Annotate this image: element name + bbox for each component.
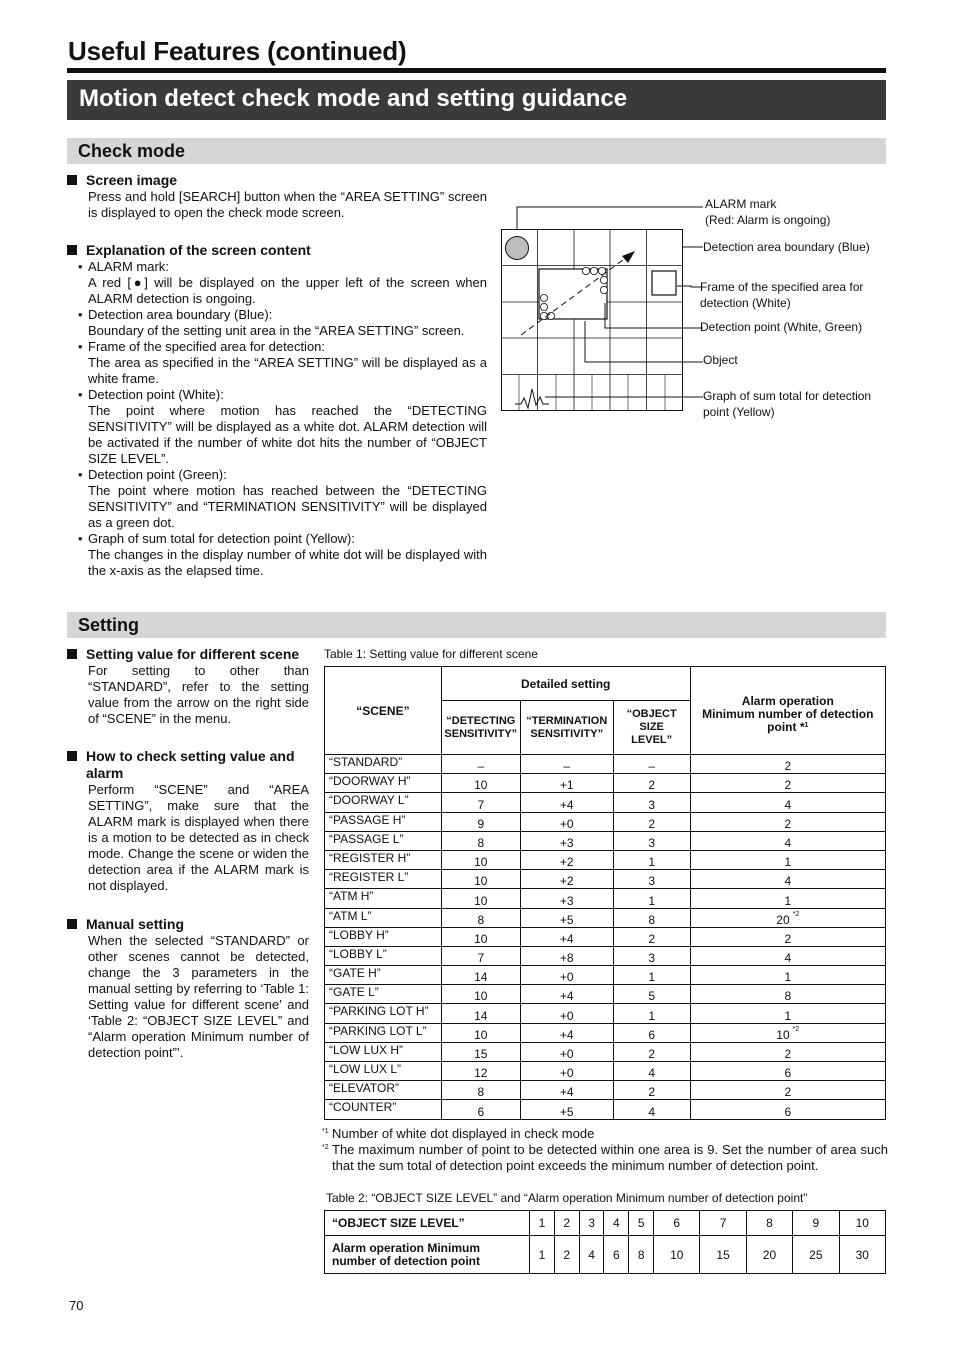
scene-cell: “REGISTER L”	[325, 870, 442, 889]
alarm-min-value: 30	[839, 1236, 886, 1274]
alarm-min-cell	[690, 870, 885, 889]
explanation-item: • Detection point (Green): The point where motion has reached between the “DETECTING SENSITIVITY” and “TERMINATION SENSITIVITY” will be displayed as a green dot.	[88, 467, 487, 531]
scene-settings-table	[324, 666, 886, 1120]
scene-cell: “COUNTER”	[325, 1100, 442, 1119]
object-size-cell: 3	[613, 870, 690, 889]
alarm-min-cell	[690, 908, 885, 927]
detecting-cell: 14	[441, 966, 520, 985]
detecting-cell: 8	[441, 908, 520, 927]
alarm-min-value: 15	[700, 1236, 746, 1274]
termination-cell: +2	[520, 850, 613, 869]
termination-cell: +1	[520, 774, 613, 793]
object-size-value: 6	[654, 1211, 700, 1236]
table-row	[325, 908, 886, 927]
detecting-cell: 8	[441, 1081, 520, 1100]
alarm-min-value: 6	[784, 1066, 792, 1081]
object-size-value: 7	[700, 1211, 746, 1236]
alarm-min-value: 2	[784, 816, 792, 831]
how-to-check-block: How to check setting value and alarm Perform “SCENE” and “AREA SETTING”, make sure that the ALARM mark is displayed when there is a motion to be detected as in check mode. Change the scene or widen the detection area if the ALARM mark is not displayed.	[67, 748, 309, 894]
object-size-cell: 6	[613, 1023, 690, 1042]
detecting-cell: 9	[441, 812, 520, 831]
scene-cell: “DOORWAY H”	[325, 774, 442, 793]
detecting-cell: 10	[441, 1023, 520, 1042]
bullet-square-icon	[67, 649, 77, 659]
detecting-cell: 10	[441, 889, 520, 908]
scene-cell: “PASSAGE L”	[325, 831, 442, 850]
alarm-min-value: 2	[784, 1085, 792, 1100]
screen-image-body: Press and hold [SEARCH] button when the “AREA SETTING” screen is displayed to open the check mode screen.	[88, 189, 487, 220]
termination-cell: +2	[520, 870, 613, 889]
table-row	[325, 774, 886, 793]
alarm-min-value: 6	[604, 1236, 629, 1274]
callout-boundary: Detection area boundary (Blue)	[703, 240, 870, 254]
termination-cell: +4	[520, 927, 613, 946]
alarm-min-cell	[690, 966, 885, 985]
footnote-mark: *2	[792, 910, 800, 918]
row-alarm-min-label: Alarm operation Minimum number of detection point	[325, 1236, 530, 1274]
alarm-min-value: 25	[793, 1236, 839, 1274]
object-size-value: 9	[793, 1211, 839, 1236]
alarm-min-cell	[690, 927, 885, 946]
alarm-min-value: 2	[784, 759, 792, 774]
detecting-cell: 7	[441, 793, 520, 812]
scene-value-block: Setting value for different scene For setting to other than “STANDARD”, refer to the setting value from the arrow on the right side of “SCENE” in the menu.	[67, 646, 309, 727]
object-size-cell: 3	[613, 946, 690, 965]
object-size-cell: 2	[613, 774, 690, 793]
alarm-min-cell	[690, 1042, 885, 1061]
scene-cell: “LOW LUX H”	[325, 1042, 442, 1061]
explanation-item: • ALARM mark: A red [●] will be displayed on the upper left of the screen when ALARM detection is ongoing.	[88, 259, 487, 307]
table-row	[325, 1062, 886, 1081]
termination-cell: +3	[520, 889, 613, 908]
table-row	[325, 812, 886, 831]
alarm-min-value: 6	[784, 1104, 792, 1119]
termination-cell: +0	[520, 1004, 613, 1023]
detecting-cell: 10	[441, 985, 520, 1004]
termination-cell: +0	[520, 1062, 613, 1081]
alarm-min-value: 4	[784, 951, 792, 966]
header-termination-sensitivity: “TERMINATION SENSITIVITY”	[520, 701, 613, 755]
scene-cell: “PARKING LOT H”	[325, 1004, 442, 1023]
alarm-min-value: 2	[784, 931, 792, 946]
detecting-cell: 10	[441, 774, 520, 793]
alarm-min-value: 1	[530, 1236, 555, 1274]
detecting-cell: 8	[441, 831, 520, 850]
table-row	[325, 1042, 886, 1061]
alarm-min-cell	[690, 1023, 885, 1042]
alarm-min-cell	[690, 850, 885, 869]
scene-cell: “PARKING LOT L”	[325, 1023, 442, 1042]
table-row	[325, 870, 886, 889]
object-size-cell: 5	[613, 985, 690, 1004]
object-size-value: 4	[604, 1211, 629, 1236]
alarm-min-value: 20	[776, 912, 790, 927]
callout-graph: Graph of sum total for detection point (Yellow)	[703, 389, 872, 419]
alarm-min-value: 1	[784, 855, 792, 870]
alarm-min-value: 4	[579, 1236, 604, 1274]
alarm-min-value: 2	[784, 778, 792, 793]
termination-cell: +5	[520, 1100, 613, 1119]
page-number: 70	[69, 1298, 84, 1313]
alarm-min-cell	[690, 1004, 885, 1023]
alarm-min-value: 2	[554, 1236, 579, 1274]
alarm-min-cell	[690, 793, 885, 812]
header-alarm-operation: Alarm operation Minimum number of detection point *$^1$	[690, 667, 885, 755]
object-size-cell: 4	[613, 1100, 690, 1119]
object-size-value: 3	[579, 1211, 604, 1236]
header-detecting-sensitivity: “DETECTING SENSITIVITY”	[441, 701, 520, 755]
detecting-cell: 7	[441, 946, 520, 965]
callout-frame: Frame of the specified area for detection (White)	[700, 280, 864, 310]
alarm-min-cell	[690, 889, 885, 908]
object-size-value: 5	[629, 1211, 654, 1236]
alarm-min-value: 10	[654, 1236, 700, 1274]
callout-object: Object	[703, 353, 738, 367]
manual-setting-block: Manual setting When the selected “STANDARD” or other scenes cannot be detected, change the 3 parameters in the manual setting by referring to ‘Table 1: Setting value for different scene’ and ‘Table 2: “OBJECT SIZE LEVEL” and “Alarm operation Minimum number of detection point”’.	[67, 916, 309, 1061]
header-detailed-setting: Detailed setting	[441, 667, 690, 701]
explanation-heading: Explanation of the screen content	[67, 242, 487, 259]
object-size-cell: 3	[613, 831, 690, 850]
explanation-item: • Detection point (White): The point where motion has reached the “DETECTING SENSITIVITY” will be displayed as a white dot. ALARM detection will be activated if the number of white dot hits the number of “OBJECT SIZE LEVEL”.	[88, 387, 487, 467]
scene-cell: “ELEVATOR”	[325, 1081, 442, 1100]
detecting-cell: 15	[441, 1042, 520, 1061]
diagram-leader-lines	[501, 196, 707, 406]
scene-cell: “ATM H”	[325, 889, 442, 908]
table-row	[325, 985, 886, 1004]
alarm-min-cell	[690, 1100, 885, 1119]
object-size-cell: 2	[613, 812, 690, 831]
header-scene: “SCENE”	[325, 667, 442, 755]
alarm-min-value: 4	[784, 835, 792, 850]
alarm-min-cell	[690, 1081, 885, 1100]
scene-cell: “DOORWAY L”	[325, 793, 442, 812]
alarm-min-value: 1	[784, 1008, 792, 1023]
object-size-cell: –	[613, 755, 690, 774]
termination-cell: +5	[520, 908, 613, 927]
table-row	[325, 1004, 886, 1023]
object-size-value: 10	[839, 1211, 886, 1236]
scene-cell: “LOBBY L”	[325, 946, 442, 965]
callout-point: Detection point (White, Green)	[700, 320, 863, 334]
scene-cell: “REGISTER H”	[325, 850, 442, 869]
table-row	[325, 1023, 886, 1042]
termination-cell: +8	[520, 946, 613, 965]
bullet-square-icon	[67, 751, 77, 761]
title-rule	[67, 68, 886, 73]
alarm-min-value: 10	[776, 1027, 790, 1042]
table1-caption: Table 1: Setting value for different scene	[324, 647, 538, 661]
object-size-cell: 1	[613, 1004, 690, 1023]
termination-cell: –	[520, 755, 613, 774]
alarm-min-value: 8	[784, 989, 792, 1004]
screen-image-heading: Screen image	[67, 172, 487, 189]
object-size-cell: 2	[613, 1042, 690, 1061]
row-object-size-label: “OBJECT SIZE LEVEL”	[325, 1211, 530, 1236]
table-row	[325, 1100, 886, 1119]
object-size-value: 2	[554, 1211, 579, 1236]
alarm-min-cell	[690, 755, 885, 774]
table-row	[325, 1081, 886, 1100]
page-title: Useful Features (continued)	[68, 36, 407, 66]
table2-caption: Table 2: “OBJECT SIZE LEVEL” and “Alarm operation Minimum number of detection point”	[326, 1191, 808, 1205]
scene-cell: “GATE L”	[325, 985, 442, 1004]
explanation-block	[67, 242, 487, 579]
detecting-cell: –	[441, 755, 520, 774]
table-row	[325, 850, 886, 869]
object-size-cell: 2	[613, 1081, 690, 1100]
object-size-cell: 8	[613, 908, 690, 927]
detecting-cell: 14	[441, 1004, 520, 1023]
section-banner: Motion detect check mode and setting guidance	[67, 80, 886, 120]
termination-cell: +3	[520, 831, 613, 850]
scene-cell: “STANDARD”	[325, 755, 442, 774]
table-row	[325, 889, 886, 908]
table-row	[325, 927, 886, 946]
object-size-value: 1	[530, 1211, 555, 1236]
alarm-min-value: 2	[784, 1047, 792, 1061]
object-size-cell: 4	[613, 1062, 690, 1081]
detecting-cell: 10	[441, 870, 520, 889]
setting-heading: Setting	[67, 612, 886, 638]
alarm-min-cell	[690, 812, 885, 831]
callout-alarm-mark: ALARM mark (Red: Alarm is ongoing)	[705, 197, 831, 227]
object-size-cell: 1	[613, 889, 690, 908]
object-size-cell: 3	[613, 793, 690, 812]
detecting-cell: 10	[441, 850, 520, 869]
table-row	[325, 831, 886, 850]
screen-image-block	[67, 172, 487, 221]
object-size-value: 8	[746, 1211, 792, 1236]
termination-cell: +0	[520, 1042, 613, 1061]
alarm-min-value: 1	[784, 970, 792, 985]
object-size-table	[324, 1210, 886, 1274]
bullet-square-icon	[67, 245, 77, 255]
detecting-cell: 12	[441, 1062, 520, 1081]
bullet-square-icon	[67, 919, 77, 929]
termination-cell: +4	[520, 1081, 613, 1100]
detecting-cell: 10	[441, 927, 520, 946]
alarm-min-cell	[690, 985, 885, 1004]
scene-cell: “LOBBY H”	[325, 927, 442, 946]
detecting-cell: 6	[441, 1100, 520, 1119]
alarm-min-cell	[690, 946, 885, 965]
object-size-cell: 2	[613, 927, 690, 946]
scene-cell: “LOW LUX L”	[325, 1062, 442, 1081]
alarm-min-cell	[690, 774, 885, 793]
alarm-min-value: 4	[784, 797, 792, 812]
scene-cell: “ATM L”	[325, 908, 442, 927]
termination-cell: +4	[520, 793, 613, 812]
scene-cell: “PASSAGE H”	[325, 812, 442, 831]
table-row	[325, 966, 886, 985]
table-row	[325, 946, 886, 965]
object-size-cell: 1	[613, 850, 690, 869]
bullet-square-icon	[67, 175, 77, 185]
explanation-item: • Frame of the specified area for detection: The area as specified in the “AREA SETTING” will be displayed as a white frame.	[88, 339, 487, 387]
alarm-min-value: 8	[629, 1236, 654, 1274]
termination-cell: +0	[520, 966, 613, 985]
table-row	[325, 793, 886, 812]
table-row	[325, 755, 886, 774]
termination-cell: +4	[520, 1023, 613, 1042]
header-object-size-level: “OBJECT SIZE LEVEL”	[613, 701, 690, 755]
alarm-min-value: 20	[746, 1236, 792, 1274]
alarm-min-value: 4	[784, 874, 792, 889]
object-size-cell: 1	[613, 966, 690, 985]
check-mode-heading: Check mode	[67, 138, 886, 164]
explanation-item: • Detection area boundary (Blue): Boundary of the setting unit area in the “AREA SETTING” screen.	[88, 307, 487, 339]
footnote-mark: *2	[792, 1025, 800, 1033]
alarm-min-value: 1	[784, 893, 792, 908]
table1-footnotes: $^{*1}$ Number of white dot displayed in check mode $^{*2}$ The maximum number of point to be detected within one area is 9. Set the number of area such that the sum total of detection point exceeds the minimum number of detection point.	[322, 1126, 888, 1173]
alarm-min-cell	[690, 831, 885, 850]
scene-cell: “GATE H”	[325, 966, 442, 985]
explanation-item: • Graph of sum total for detection point (Yellow): The changes in the display number of white dot will be displayed with the x-axis as the elapsed time.	[88, 531, 487, 579]
termination-cell: +4	[520, 985, 613, 1004]
termination-cell: +0	[520, 812, 613, 831]
alarm-min-cell	[690, 1062, 885, 1081]
